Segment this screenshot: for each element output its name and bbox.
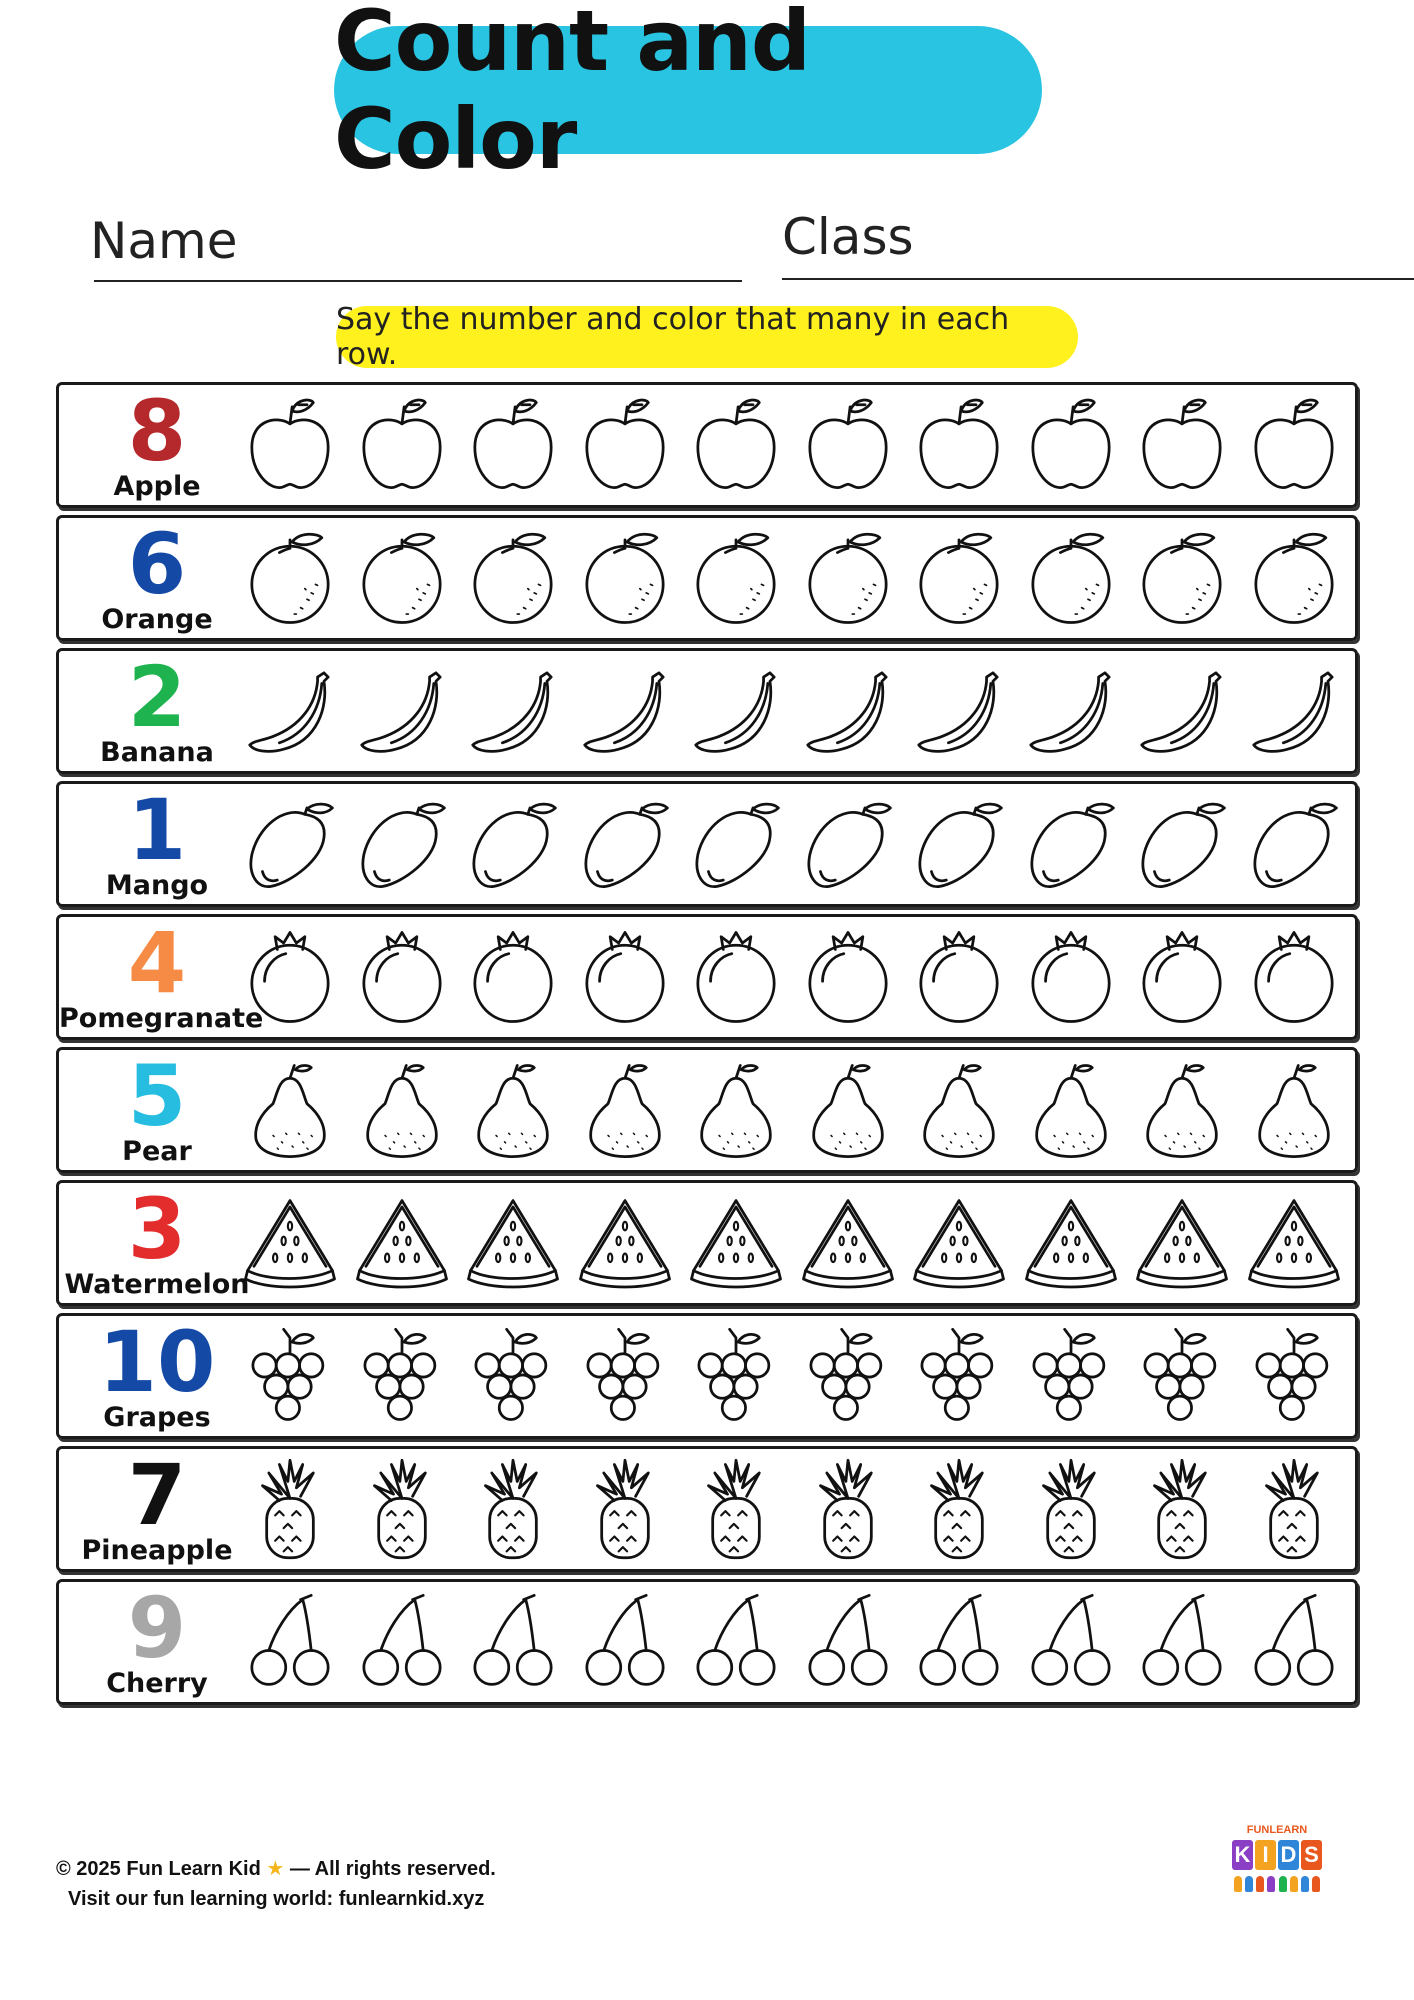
orange-icon[interactable]	[349, 522, 455, 634]
apple-icon[interactable]	[349, 389, 455, 501]
name-field[interactable]	[90, 212, 738, 270]
apple-icon[interactable]	[460, 389, 566, 501]
fruit-icons	[237, 1320, 1347, 1432]
copyright-line	[56, 1854, 496, 1884]
pineapple-icon[interactable]	[237, 1453, 343, 1565]
fruit-row-pineapple	[56, 1446, 1358, 1572]
apple-icon[interactable]	[683, 389, 789, 501]
banana-icon[interactable]	[349, 655, 455, 767]
mango-icon[interactable]	[349, 788, 455, 900]
banana-icon[interactable]	[1241, 655, 1347, 767]
pomegranate-icon[interactable]	[460, 921, 566, 1033]
orange-icon[interactable]	[906, 522, 1012, 634]
fruit-row-orange	[56, 515, 1358, 641]
cherry-icon[interactable]	[1241, 1586, 1347, 1698]
orange-icon[interactable]	[1241, 522, 1347, 634]
apple-icon[interactable]	[1018, 389, 1124, 501]
banana-icon[interactable]	[460, 655, 566, 767]
fruit-icons	[237, 1453, 1347, 1565]
row-count-number: 6	[127, 515, 187, 613]
watermelon-icon[interactable]	[349, 1187, 455, 1299]
watermelon-icon[interactable]	[1129, 1187, 1235, 1299]
pineapple-icon[interactable]	[683, 1453, 789, 1565]
fruit-row-apple	[56, 382, 1358, 508]
logo-small-text: FUNLEARN	[1246, 1824, 1308, 1836]
watermelon-icon[interactable]	[1018, 1187, 1124, 1299]
mango-icon[interactable]	[683, 788, 789, 900]
grapes-icon[interactable]	[683, 1320, 789, 1432]
grapes-icon[interactable]	[349, 1320, 455, 1432]
row-count-number: 10	[98, 1313, 216, 1411]
cherry-icon[interactable]	[460, 1586, 566, 1698]
watermelon-icon[interactable]	[906, 1187, 1012, 1299]
cherry-icon[interactable]	[1129, 1586, 1235, 1698]
fruit-icons	[237, 522, 1347, 634]
title-banner	[334, 0, 1042, 188]
mango-icon[interactable]	[906, 788, 1012, 900]
footer	[56, 1854, 496, 1914]
pomegranate-icon[interactable]	[237, 921, 343, 1033]
mango-icon[interactable]	[1129, 788, 1235, 900]
banana-icon[interactable]	[683, 655, 789, 767]
banana-icon[interactable]	[237, 655, 343, 767]
mango-icon[interactable]	[572, 788, 678, 900]
fruit-icons	[237, 1054, 1347, 1166]
pomegranate-icon[interactable]	[906, 921, 1012, 1033]
pomegranate-icon[interactable]	[1129, 921, 1235, 1033]
pineapple-icon[interactable]	[1018, 1453, 1124, 1565]
pineapple-icon[interactable]	[1129, 1453, 1235, 1565]
pear-icon[interactable]	[1129, 1054, 1235, 1166]
name-line	[94, 280, 742, 282]
row-count-number: 5	[127, 1047, 187, 1145]
logo-letter: K	[1232, 1840, 1253, 1870]
mango-icon[interactable]	[460, 788, 566, 900]
banana-icon[interactable]	[1129, 655, 1235, 767]
website-line: Visit our fun learning world: funlearnkid.xyz	[68, 1888, 485, 1910]
star-icon: ★	[266, 1858, 285, 1880]
pineapple-icon[interactable]	[795, 1453, 901, 1565]
pear-icon[interactable]	[237, 1054, 343, 1166]
row-fruit-name: Orange	[101, 604, 213, 635]
name-label: Name	[90, 212, 238, 270]
apple-icon[interactable]	[795, 389, 901, 501]
grapes-icon[interactable]	[795, 1320, 901, 1432]
orange-icon[interactable]	[1129, 522, 1235, 634]
copyright-text: © 2025 Fun Learn Kid	[56, 1858, 261, 1880]
watermelon-icon[interactable]	[460, 1187, 566, 1299]
cherry-icon[interactable]	[1018, 1586, 1124, 1698]
row-count-number: 2	[127, 648, 187, 746]
fruit-icons	[237, 1187, 1347, 1299]
mango-icon[interactable]	[1018, 788, 1124, 900]
pomegranate-icon[interactable]	[683, 921, 789, 1033]
cherry-icon[interactable]	[349, 1586, 455, 1698]
banana-icon[interactable]	[795, 655, 901, 767]
fruit-row-pomegranate	[56, 914, 1358, 1040]
banana-icon[interactable]	[906, 655, 1012, 767]
cherry-icon[interactable]	[683, 1586, 789, 1698]
watermelon-icon[interactable]	[683, 1187, 789, 1299]
cherry-icon[interactable]	[795, 1586, 901, 1698]
pomegranate-icon[interactable]	[795, 921, 901, 1033]
banana-icon[interactable]	[1018, 655, 1124, 767]
grapes-icon[interactable]	[1018, 1320, 1124, 1432]
apple-icon[interactable]	[1241, 389, 1347, 501]
apple-icon[interactable]	[572, 389, 678, 501]
funlearn-kids-logo	[1228, 1824, 1326, 1904]
row-fruit-name: Mango	[105, 870, 209, 901]
mango-icon[interactable]	[795, 788, 901, 900]
orange-icon[interactable]	[1018, 522, 1124, 634]
row-fruit-name: Cherry	[106, 1668, 208, 1699]
fruit-row-watermelon	[56, 1180, 1358, 1306]
cherry-icon[interactable]	[237, 1586, 343, 1698]
fruit-icons	[237, 788, 1347, 900]
row-count-number: 8	[127, 382, 187, 480]
page-title: Count and Color	[334, 0, 810, 188]
rights-text: — All rights reserved.	[289, 1858, 496, 1880]
pear-icon[interactable]	[1241, 1054, 1347, 1166]
watermelon-icon[interactable]	[795, 1187, 901, 1299]
cherry-icon[interactable]	[572, 1586, 678, 1698]
pineapple-icon[interactable]	[906, 1453, 1012, 1565]
pear-icon[interactable]	[572, 1054, 678, 1166]
pear-icon[interactable]	[1018, 1054, 1124, 1166]
pomegranate-icon[interactable]	[349, 921, 455, 1033]
apple-icon[interactable]	[237, 389, 343, 501]
row-fruit-name: Apple	[113, 471, 201, 502]
row-count-number: 7	[127, 1446, 187, 1544]
pomegranate-icon[interactable]	[1018, 921, 1124, 1033]
row-fruit-name: Pomegranate	[59, 1003, 264, 1034]
fruit-icons	[237, 1586, 1347, 1698]
logo-kids-icon	[1234, 1876, 1320, 1894]
fruit-row-cherry	[56, 1579, 1358, 1705]
row-count-number: 3	[127, 1180, 187, 1278]
row-fruit-name: Pear	[122, 1136, 192, 1167]
class-label: Class	[782, 208, 914, 266]
row-fruit-name: Watermelon	[64, 1269, 250, 1300]
mango-icon[interactable]	[237, 788, 343, 900]
fruit-row-banana	[56, 648, 1358, 774]
logo-letter: D	[1278, 1840, 1299, 1870]
fruit-row-grapes	[56, 1313, 1358, 1439]
grapes-icon[interactable]	[1241, 1320, 1347, 1432]
watermelon-icon[interactable]	[572, 1187, 678, 1299]
logo-letters	[1232, 1840, 1322, 1870]
orange-icon[interactable]	[572, 522, 678, 634]
grapes-icon[interactable]	[906, 1320, 1012, 1432]
pineapple-icon[interactable]	[349, 1453, 455, 1565]
pomegranate-icon[interactable]	[572, 921, 678, 1033]
class-field[interactable]	[782, 208, 1414, 266]
logo-letter: I	[1255, 1840, 1276, 1870]
grapes-icon[interactable]	[572, 1320, 678, 1432]
logo-letter: S	[1301, 1840, 1322, 1870]
fruit-icons	[237, 655, 1347, 767]
row-count-number: 9	[127, 1579, 187, 1677]
row-fruit-name: Pineapple	[81, 1535, 233, 1566]
row-count-number: 4	[127, 914, 187, 1012]
orange-icon[interactable]	[237, 522, 343, 634]
pineapple-icon[interactable]	[1241, 1453, 1347, 1565]
pineapple-icon[interactable]	[572, 1453, 678, 1565]
instruction-text: Say the number and color that many in each row.	[336, 302, 1010, 372]
grapes-icon[interactable]	[237, 1320, 343, 1432]
grapes-icon[interactable]	[1129, 1320, 1235, 1432]
class-line	[782, 278, 1414, 280]
pear-icon[interactable]	[460, 1054, 566, 1166]
fruit-row-pear	[56, 1047, 1358, 1173]
mango-icon[interactable]	[1241, 788, 1347, 900]
orange-icon[interactable]	[683, 522, 789, 634]
pear-icon[interactable]	[795, 1054, 901, 1166]
row-fruit-name: Grapes	[103, 1402, 211, 1433]
pineapple-icon[interactable]	[460, 1453, 566, 1565]
apple-icon[interactable]	[1129, 389, 1235, 501]
orange-icon[interactable]	[795, 522, 901, 634]
fruit-row-mango	[56, 781, 1358, 907]
fruit-rows	[56, 382, 1358, 1712]
apple-icon[interactable]	[906, 389, 1012, 501]
row-fruit-name: Banana	[100, 737, 214, 768]
pomegranate-icon[interactable]	[1241, 921, 1347, 1033]
pear-icon[interactable]	[349, 1054, 455, 1166]
fruit-icons	[237, 921, 1347, 1033]
instruction-banner	[336, 302, 1078, 372]
fruit-icons	[237, 389, 1347, 501]
pear-icon[interactable]	[906, 1054, 1012, 1166]
pear-icon[interactable]	[683, 1054, 789, 1166]
grapes-icon[interactable]	[460, 1320, 566, 1432]
row-count-number: 1	[127, 781, 187, 879]
watermelon-icon[interactable]	[237, 1187, 343, 1299]
watermelon-icon[interactable]	[1241, 1187, 1347, 1299]
banana-icon[interactable]	[572, 655, 678, 767]
cherry-icon[interactable]	[906, 1586, 1012, 1698]
orange-icon[interactable]	[460, 522, 566, 634]
